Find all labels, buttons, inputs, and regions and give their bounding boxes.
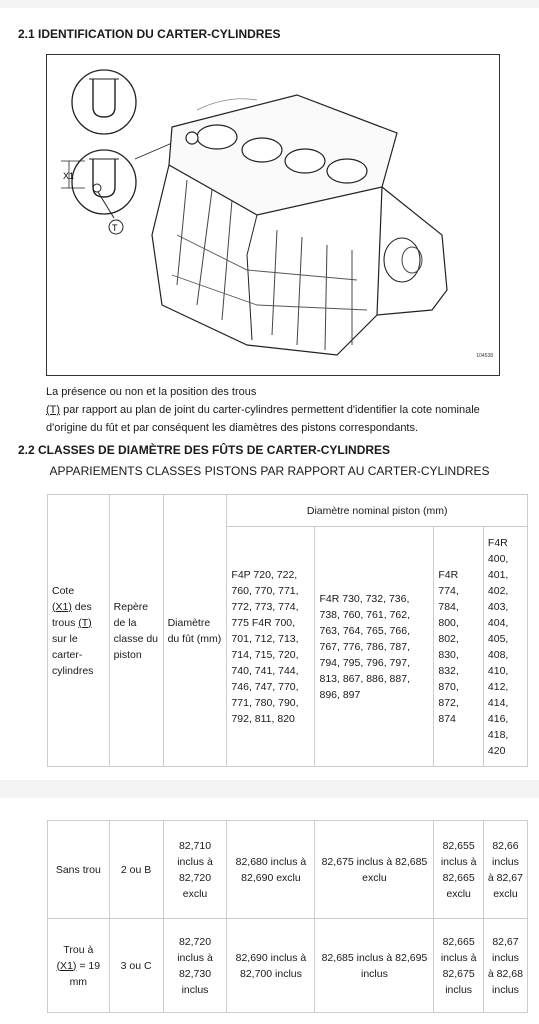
header-cote-text-c: sur le carter-cylindres — [52, 632, 94, 677]
header-cote-text-b: des trous — [52, 600, 92, 629]
header-f4r-730-list: F4R 730, 732, 736, 738, 760, 761, 762, 763, 764, 765, 766, 767, 776, 786, 787, 794, 795, 796, 797, 813, 867, 886, 887, 896, 897 — [315, 527, 434, 767]
cell-cote-text-b: = 19 mm — [69, 959, 101, 988]
engine-block-illustration — [47, 55, 499, 375]
x1-label: X1 — [63, 171, 75, 181]
document-page-1 — [0, 8, 539, 780]
identification-paragraph — [46, 383, 506, 437]
cell-f4r-400: 82,66 inclus à 82,67 exclu — [483, 821, 527, 919]
header-cote — [48, 495, 110, 767]
section-2-1-title: 2.1 IDENTIFICATION DU CARTER-CYLINDRES — [18, 27, 281, 41]
cell-repere: 2 ou B — [109, 821, 163, 919]
header-cote-text: Cote — [52, 584, 75, 597]
header-f4r-774-list: F4R 774, 784, 800, 802, 830, 832, 870, 872, 874 — [434, 527, 484, 767]
cell-f4p: 82,690 inclus à 82,700 inclus — [227, 919, 315, 1013]
cell-f4r-774: 82,655 inclus à 82,665 exclu — [434, 821, 484, 919]
section-2-2-subtitle: APPARIEMENTS CLASSES PISTONS PAR RAPPORT AU CARTER-CYLINDRES — [49, 464, 490, 478]
table-row — [48, 919, 528, 1013]
cell-cote-text: Trou à — [63, 943, 94, 956]
header-group-diametre-piston: Diamètre nominal piston (mm) — [227, 495, 528, 527]
figure-id: 104538 — [476, 353, 493, 359]
cell-f4r-400: 82,67 inclus à 82,68 inclus — [483, 919, 527, 1013]
paragraph-line-1: La présence ou non et la position des trous — [46, 386, 257, 398]
header-f4r-400-list: F4R 400, 401, 402, 403, 404, 405, 408, 410, 412, 414, 416, 418, 420 — [483, 527, 527, 767]
hole-t-reference: (T) — [46, 404, 61, 416]
piston-class-header-table — [47, 494, 528, 767]
cell-f4r-730: 82,685 inclus à 82,695 inclus — [315, 919, 434, 1013]
section-2-2-title: 2.2 CLASSES DE DIAMÈTRE DES FÛTS DE CARTER-CYLINDRES — [18, 443, 391, 457]
header-cote-t: (T) — [78, 616, 92, 629]
cell-cote — [48, 919, 110, 1013]
cell-repere: 3 ou C — [109, 919, 163, 1013]
cell-diametre: 82,710 inclus à 82,720 exclu — [163, 821, 227, 919]
cell-cote-x1: (X1) — [56, 959, 77, 972]
t-label: T — [112, 223, 118, 233]
paragraph-line-2: par rapport au plan de joint du carter-cylindres permettent d'identifier la cote nominale d'origine du fût et par conséquent les diamètres des pistons correspondants. — [46, 404, 480, 434]
header-f4p-list: F4P 720, 722, 760, 770, 771, 772, 773, 774, 775 F4R 700, 701, 712, 713, 714, 715, 720, 740, 741, 744, 746, 747, 770, 771, 780, 790, 792, 811, 820 — [227, 527, 315, 767]
table-row — [48, 821, 528, 919]
piston-class-body-table — [47, 820, 528, 1013]
cell-diametre: 82,720 inclus à 82,730 inclus — [163, 919, 227, 1013]
cell-cote: Sans trou — [48, 821, 110, 919]
cell-f4r-730: 82,675 inclus à 82,685 exclu — [315, 821, 434, 919]
header-cote-x1: (X1) — [52, 600, 72, 613]
cell-f4p: 82,680 inclus à 82,690 exclu — [227, 821, 315, 919]
engine-block-figure — [46, 54, 500, 376]
document-page-2 — [0, 798, 539, 1024]
header-repere: Repère de la classe du piston — [109, 495, 163, 767]
cell-f4r-774: 82,665 inclus à 82,675 inclus — [434, 919, 484, 1013]
header-diametre-fut: Diamètre du fût (mm) — [163, 495, 227, 767]
